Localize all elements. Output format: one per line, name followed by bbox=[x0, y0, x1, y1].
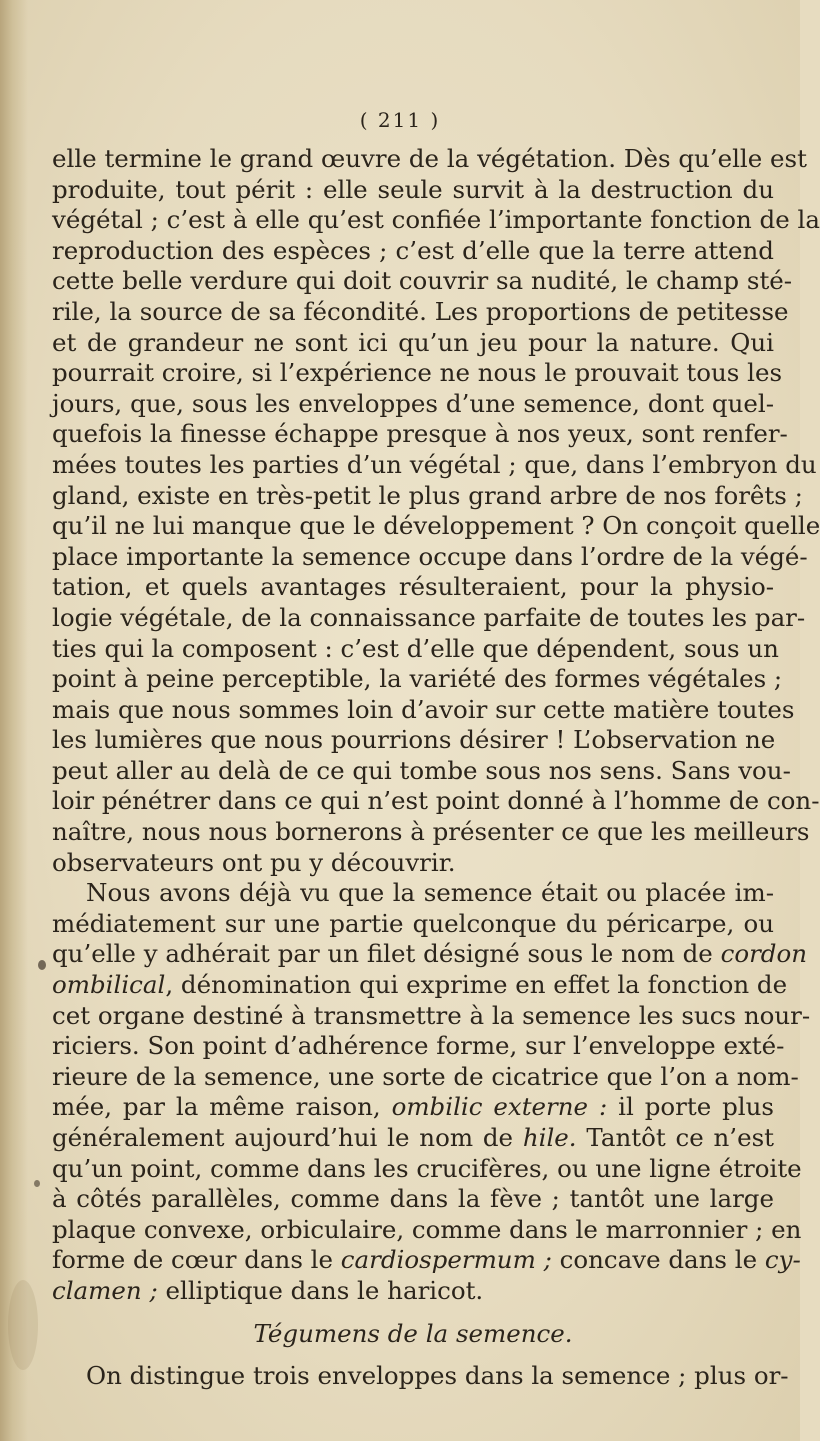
text-line: reproduction des espèces ; c’est d’elle que la terre attend bbox=[52, 235, 774, 265]
text-run: elliptique dans le haricot. bbox=[157, 1275, 484, 1305]
text-line: naître, nous nous bornerons à présenter ce que les meilleurs bbox=[52, 817, 810, 847]
paper-stain bbox=[8, 1280, 38, 1370]
text-run: généralement aujourd’hui le nom de bbox=[52, 1123, 523, 1152]
text-line: plaque convexe, orbiculaire, comme dans le marronnier ; en bbox=[52, 1214, 802, 1244]
text-line: Nous avons déjà vu que la semence était ou placée im- bbox=[86, 878, 774, 908]
text-line: végétal ; c’est à elle qu’est confiée l’importante fonction de la bbox=[52, 205, 820, 235]
text-line: loir pénétrer dans ce qui n’est point donné à l’homme de con- bbox=[52, 786, 820, 816]
text-line: riciers. Son point d’adhérence forme, sur l’enveloppe exté- bbox=[52, 1031, 785, 1061]
text-line: cet organe destiné à transmettre à la semence les sucs nour- bbox=[52, 1000, 811, 1030]
text-line: ties qui la composent : c’est d’elle que dépendent, sous un bbox=[52, 633, 779, 663]
paper-stain bbox=[38, 960, 46, 970]
text-line bbox=[52, 939, 807, 970]
text-line: tation, et quels avantages résulteraient, pour la physio- bbox=[52, 572, 774, 602]
text-line bbox=[52, 1092, 774, 1123]
text-line: cette belle verdure qui doit couvrir sa nudité, le champ sté- bbox=[52, 266, 793, 296]
text-line: On distingue trois enveloppes dans la semence ; plus or- bbox=[86, 1361, 789, 1391]
italic-term: ombilical bbox=[52, 970, 166, 1000]
text-line: quefois la finesse échappe presque à nos yeux, sont renfer- bbox=[52, 419, 788, 449]
text-line bbox=[52, 1276, 774, 1307]
text-line: médiatement sur une partie quelconque du péricarpe, ou bbox=[52, 908, 774, 938]
section-heading: Tégumens de la semence. bbox=[253, 1318, 573, 1348]
text-line: gland, existe en très-petit le plus grand arbre de nos forêts ; bbox=[52, 480, 803, 510]
text-line: pourrait croire, si l’expérience ne nous le prouvait tous les bbox=[52, 358, 783, 388]
text-line: rile, la source de sa fécondité. Les proportions de petitesse bbox=[52, 296, 789, 326]
text-line: à côtés parallèles, comme dans la fève ; tantôt une large bbox=[52, 1184, 774, 1214]
italic-term: cardiospermum ; bbox=[340, 1245, 552, 1275]
italic-term: cordon bbox=[720, 939, 807, 969]
text-line: mées toutes les parties d’un végétal ; que, dans l’embryon du bbox=[52, 449, 817, 479]
text-line: qu’un point, comme dans les crucifères, ou une ligne étroite bbox=[52, 1153, 802, 1183]
text-line: jours, que, sous les enveloppes d’une semence, dont quel- bbox=[52, 388, 774, 418]
text-line: elle termine le grand œuvre de la végétation. Dès qu’elle est bbox=[52, 144, 807, 173]
page-gutter-shadow bbox=[0, 0, 28, 1441]
text-line: observateurs ont pu y découvrir. bbox=[52, 847, 456, 877]
text-line: logie végétale, de la connaissance parfaite de toutes les par- bbox=[52, 602, 806, 632]
text-line: et de grandeur ne sont ici qu’un jeu pour la nature. Qui bbox=[52, 327, 774, 357]
text-line: peut aller au delà de ce qui tombe sous nos sens. Sans vou- bbox=[52, 755, 791, 785]
text-line: rieure de la semence, une sorte de cicatrice que l’on a nom- bbox=[52, 1061, 799, 1091]
italic-term: ombilic externe : bbox=[391, 1092, 608, 1122]
text-line: point à peine perceptible, la variété des formes végétales ; bbox=[52, 664, 783, 694]
text-line bbox=[52, 1245, 801, 1276]
text-run: qu’elle y adhérait par un filet désigné sous le nom de bbox=[52, 939, 721, 969]
italic-term: clamen ; bbox=[52, 1275, 158, 1305]
italic-term: cy- bbox=[764, 1245, 801, 1275]
text-line bbox=[52, 1123, 774, 1154]
text-line: mais que nous sommes loin d’avoir sur cette matière toutes bbox=[52, 694, 795, 724]
text-line bbox=[52, 970, 788, 1001]
text-line: place importante la semence occupe dans l’ordre de la végé- bbox=[52, 541, 808, 571]
text-run: mée, par la même raison, bbox=[52, 1092, 392, 1122]
italic-term: hile. bbox=[522, 1123, 577, 1152]
body-paragraphs bbox=[52, 144, 820, 1392]
text-line: qu’il ne lui manque que le développement ? On conçoit quelle bbox=[52, 511, 820, 541]
text-run: , dénomination qui exprime en effet la fonction de bbox=[165, 970, 788, 1000]
text-line: produite, tout périt : elle seule survit à la destruction du bbox=[52, 174, 774, 204]
text-run: Tantôt ce n’est bbox=[576, 1123, 774, 1152]
text-line: les lumières que nous pourrions désirer ! L’observation ne bbox=[52, 725, 776, 755]
paper-stain bbox=[34, 1180, 40, 1187]
text-run: concave dans le bbox=[551, 1245, 765, 1275]
text-run: forme de cœur dans le bbox=[52, 1245, 341, 1275]
page-number: ( 211 ) bbox=[359, 108, 441, 132]
text-run: il porte plus bbox=[607, 1092, 774, 1122]
